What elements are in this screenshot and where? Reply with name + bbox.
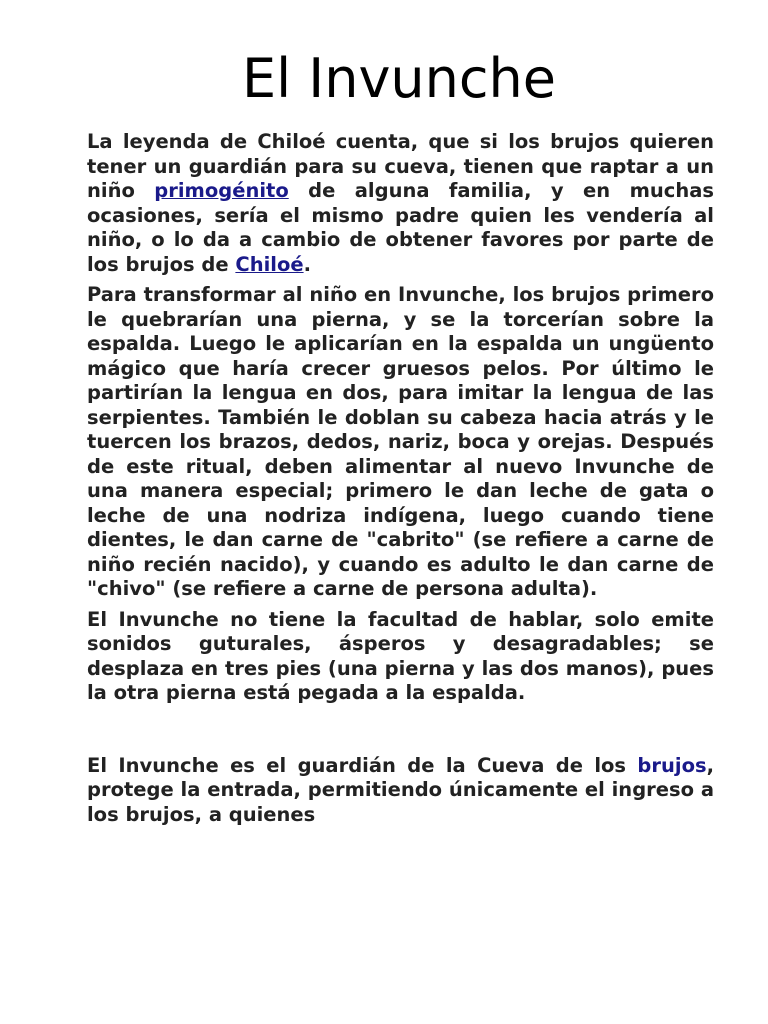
paragraph-1-text-c: . xyxy=(303,252,311,276)
document-body xyxy=(87,130,714,833)
page-title: El Invunche xyxy=(242,47,556,110)
paragraph-2: Para transformar al niño en Invunche, los brujos primero le quebrarían una pierna, y se la torcerían sobre la espalda. Luego le aplicarían en la espalda un ungüento mágico que haría crecer gruesos pelos. Por último le partirían la lengua en dos, para imitar la lengua de las serpientes. También le doblan su cabeza hacia atrás y le tuercen los brazos, dedos, nariz, boca y orejas. Después de este ritual, deben alimentar al nuevo Invunche de una manera especial; primero le dan leche de gata o leche de una nodriza indígena, luego cuando tiene dientes, le dan carne de "cabrito" (se refiere a carne de niño recién nacido), y cuando es adulto le dan carne de "chivo" (se refiere a carne de persona adulta). xyxy=(87,283,714,600)
link-chiloe[interactable]: Chiloé xyxy=(235,252,304,276)
paragraph-4-text-a: El Invunche es el guardián de la Cueva de los xyxy=(87,753,638,777)
paragraph-4 xyxy=(87,754,714,828)
paragraph-1 xyxy=(87,130,714,277)
paragraph-1-text-a: La leyenda de Chiloé cuenta, que si los brujos quieren tener un guardián para su cueva, tienen que raptar a un niño xyxy=(87,130,714,202)
paragraph-1-text-b: de alguna familia, y en muchas ocasiones, sería el mismo padre quien les vendería al niño, o lo da a cambio de obtener favores por parte de los brujos de xyxy=(87,179,714,276)
paragraph-3: El Invunche no tiene la facultad de hablar, solo emite sonidos guturales, ásperos y desagradables; se desplaza en tres pies (una pierna y las dos manos), pues la otra pierna está pegada a la espalda. xyxy=(87,607,714,704)
link-primogenito[interactable]: primogénito xyxy=(154,179,289,202)
paragraph-4-text-b: , protege la entrada, permitiendo únicamente el ingreso a los brujos, a quienes xyxy=(87,753,714,826)
link-brujos[interactable]: brujos xyxy=(637,753,707,777)
